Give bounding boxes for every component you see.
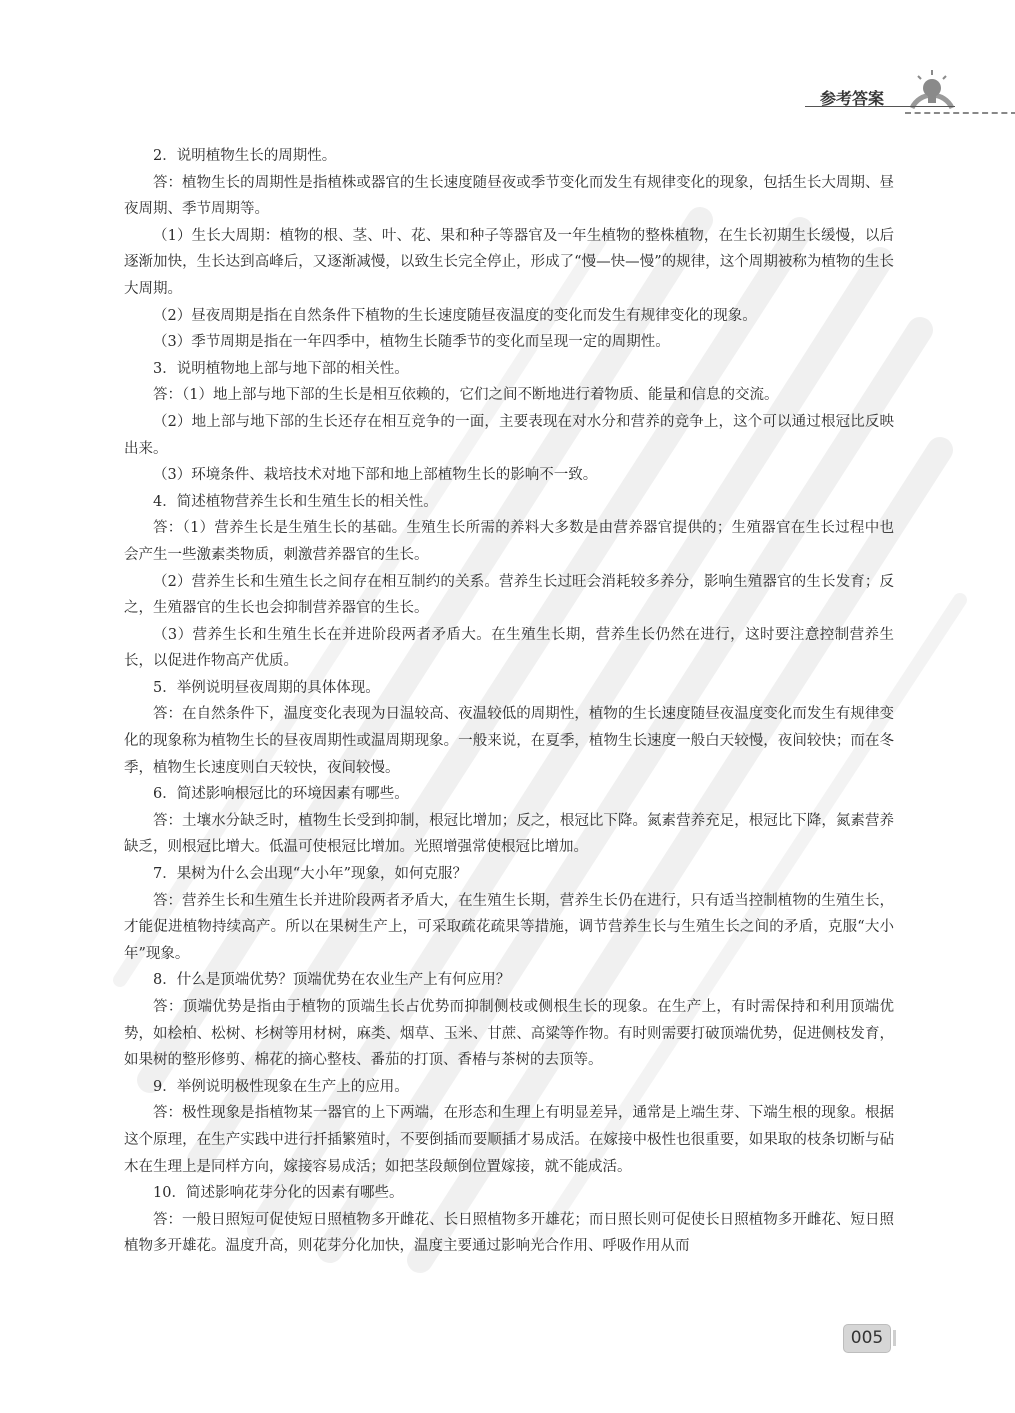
answer-paragraph: （2）昼夜周期是指在自然条件下植物的生长速度随昼夜温度的变化而发生有规律变化的现象。 [153,307,757,324]
answer-paragraph: （3）环境条件、栽培技术对地下部和地上部植物生长的影响不一致。 [153,467,598,484]
answer-paragraph: 答：土壤水分缺乏时，植物生长受到抑制，根冠比增加；反之，根冠比下降。氮素营养充足，根冠比下降，氮素营养缺乏，则根冠比增大。低温可使根冠比增加。光照增强常使根冠比增加。 [124,812,894,856]
question-2-title: 2．说明植物生长的周期性。 [153,148,337,164]
answer-paragraph: （3）营养生长和生殖生长在并进阶段两者矛盾大。在生殖生长期，营养生长仍然在进行，这时要注意控制营养生长，以促进作物高产优质。 [124,626,894,670]
question-3-title: 3．说明植物地上部与地下部的相关性。 [153,360,409,377]
answer-paragraph: （2）营养生长和生殖生长之间存在相互制约的关系。营养生长过旺会消耗较多养分，影响生殖器官的生长发育；反之，生殖器官的生长也会抑制营养器官的生长。 [124,573,894,617]
answer-paragraph: 答：（1）地上部与地下部的生长是相互依赖的，它们之间不断地进行着物质、能量和信息的交流。 [153,387,779,404]
page-number-tab [893,1330,896,1346]
answer-paragraph: 答：顶端优势是指由于植物的顶端生长占优势而抑制侧枝或侧根生长的现象。在生产上，有时需保持和利用顶端优势，如桧柏、松树、杉树等用材树，麻类、烟草、玉米、甘蔗、高粱等作物。有时则需要打破顶端优势，促进侧枝发育，如果树的整形修剪、棉花的摘心整枝、番茄的打顶、香椿与茶树的去顶等。 [124,999,894,1069]
question-7-title: 7．果树为什么会出现“大小年”现象，如何克服？ [153,866,468,883]
header-rule [805,106,955,107]
answer-content [124,143,894,1260]
header-dashed-rule [905,112,1015,114]
question-4-title: 4．简述植物营养生长和生殖生长的相关性。 [153,493,438,510]
question-10-title: 10．简述影响花芽分化的因素有哪些。 [153,1185,404,1202]
answer-paragraph: 答：营养生长和生殖生长并进阶段两者矛盾大，在生殖生长期，营养生长仍在进行，只有适当控制植物的生殖生长，才能促进植物持续高产。所以在果树生产上，可采取疏花疏果等措施，调节营养生长与生殖生长之间的矛盾，克服“大小年”现象。 [124,892,894,962]
header-title: 参考答案 [820,89,885,108]
answer-paragraph: 答：在自然条件下，温度变化表现为日温较高、夜温较低的周期性，植物的生长速度随昼夜温度变化而发生有规律变化的现象称为植物生长的昼夜周期性或温周期现象。一般来说，在夏季，植物生长速度一般白天较慢，夜间较快；而在冬季，植物生长速度则白天较快，夜间较慢。 [124,706,894,776]
page-number: 005 [843,1324,891,1353]
question-8-title: 8．什么是顶端优势？顶端优势在农业生产上有何应用？ [153,972,511,989]
question-5-title: 5．举例说明昼夜周期的具体体现。 [153,679,380,696]
answer-paragraph: （3）季节周期是指在一年四季中，植物生长随季节的变化而呈现一定的周期性。 [153,334,670,351]
answer-paragraph: （2）地上部与地下部的生长还存在相互竞争的一面，主要表现在对水分和营养的竞争上，这个可以通过根冠比反映出来。 [124,413,894,457]
question-6-title: 6．简述影响根冠比的环境因素有哪些。 [153,786,409,803]
question-9-title: 9．举例说明极性现象在生产上的应用。 [153,1078,409,1095]
answer-paragraph: 答：（1）营养生长是生殖生长的基础。生殖生长所需的养料大多数是由营养器官提供的；生殖器官在生长过程中也会产生一些激素类物质，刺激营养器官的生长。 [124,520,894,563]
answer-paragraph: （1）生长大周期：植物的根、茎、叶、花、果和种子等器官及一年生植物的整株植物，在生长初期生长缓慢，以后逐渐加快，生长达到高峰后，又逐渐减慢，以致生长完全停止，形成了“慢—快—慢”的规律，这个周期被称为植物的生长大周期。 [124,227,894,297]
answer-paragraph: 答：植物生长的周期性是指植株或器官的生长速度随昼夜或季节变化而发生有规律变化的现象，包括生长大周期、昼夜周期、季节周期等。 [124,174,894,218]
answer-paragraph: 答：一般日照短可促使短日照植物多开雌花、长日照植物多开雄花；而日照长则可促使长日照植物多开雌花、短日照植物多开雄花。温度升高，则花芽分化加快，温度主要通过影响光合作用、呼吸作用从而 [124,1211,894,1255]
answer-paragraph: 答：极性现象是指植物某一器官的上下两端，在形态和生理上有明显差异，通常是上端生芽、下端生根的现象。根据这个原理，在生产实践中进行扦插繁殖时，不要倒插而要顺插才易成活。在嫁接中极性也很重要，如果取的枝条切断与砧木在生理上是同样方向，嫁接容易成活；如把茎段颠倒位置嫁接，就不能成活。 [124,1105,894,1175]
